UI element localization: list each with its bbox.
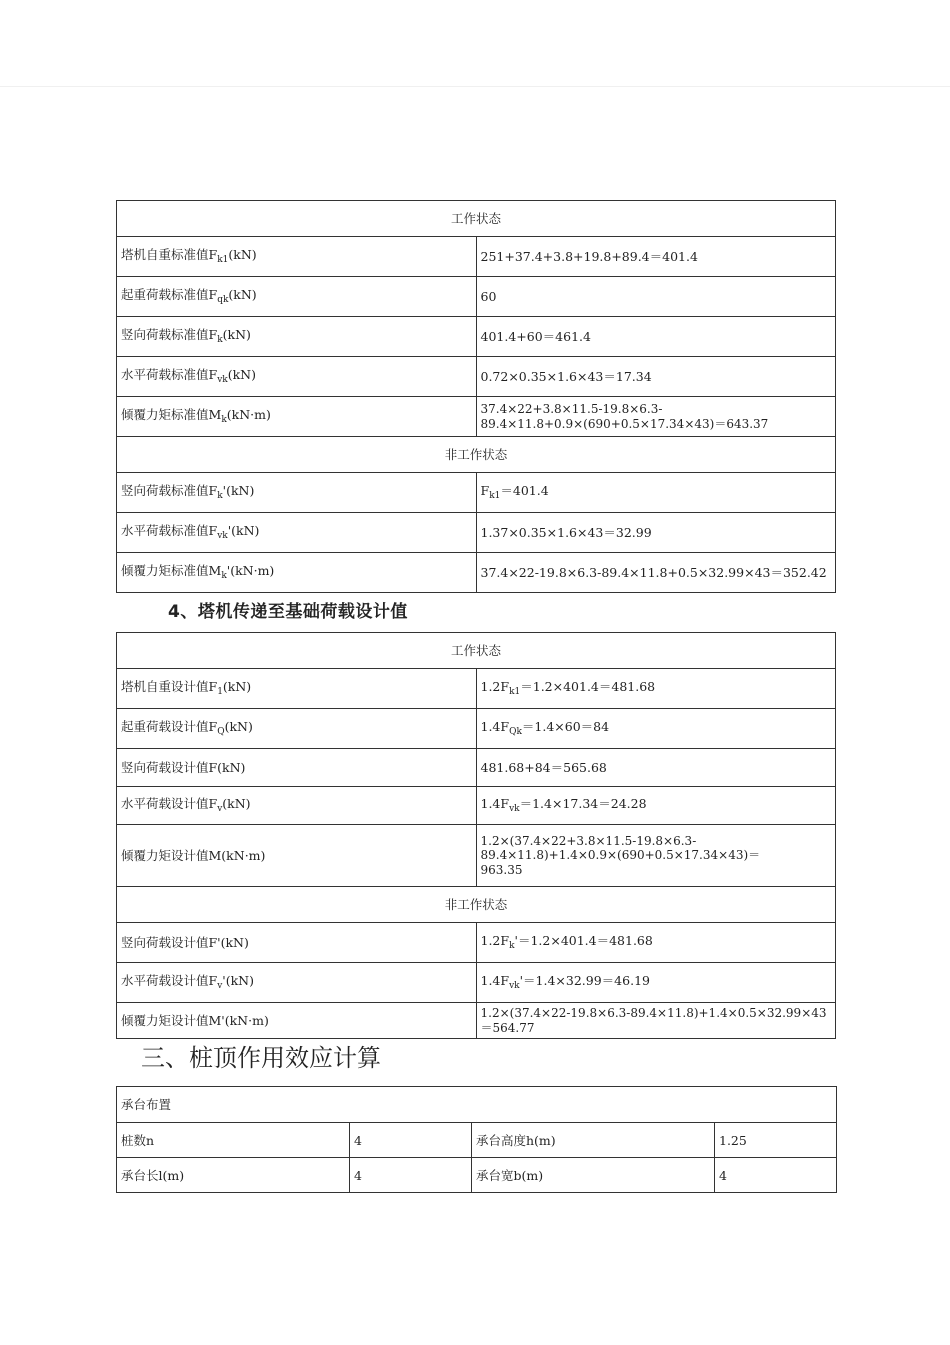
row-label: 倾覆力矩标准值$M_k'(kN\cdot m)$ [117, 553, 477, 593]
table-row [117, 1123, 837, 1158]
table-row [117, 513, 836, 553]
standard-load-table [116, 200, 836, 593]
table-row [117, 473, 836, 513]
moment-formula-line: 1.2×(37.4×22+3.8×11.5-19.8×6.3-89.4×11.8)+1.4×0.9×(690+0.5×17.34×43)＝ [480, 833, 761, 863]
table-row [117, 709, 836, 749]
row-label: 竖向荷载标准值$F_k'(kN)$ [117, 473, 477, 513]
table-row [117, 825, 836, 887]
section-3-title: 三、桩顶作用效应计算 [141, 1044, 381, 1072]
cell-label: 桩数n [117, 1123, 350, 1158]
row-value: 481.68+84＝565.68 [476, 749, 836, 787]
table-row [117, 277, 836, 317]
row-label: 起重荷载设计值$F_Q(kN)$ [117, 709, 477, 749]
table-row [117, 963, 836, 1003]
table-row [117, 357, 836, 397]
row-label: 倾覆力矩标准值$M_k(kN\cdot m)$ [117, 397, 477, 437]
table-row [117, 237, 836, 277]
row-label: 竖向荷载设计值F(kN) [117, 749, 477, 787]
cell-value: 1.25 [715, 1123, 837, 1158]
row-value: $1.4F_{Qk}=1.4\times 60=84$ [476, 709, 836, 749]
row-label: 倾覆力矩设计值M(kN·m) [117, 825, 477, 887]
row-value: 60 [476, 277, 836, 317]
design-load-table [116, 632, 836, 1039]
row-value: $F_{k1}=401.4$ [476, 473, 836, 513]
row-label: 水平荷载设计值$F_v(kN)$ [117, 787, 477, 825]
row-label: 倾覆力矩设计值M'(kN·m) [117, 1003, 477, 1039]
cell-label: 承台高度h(m) [472, 1123, 715, 1158]
cap-table-header: 承台布置 [117, 1087, 837, 1123]
row-value: 251+37.4+3.8+19.8+89.4＝401.4 [476, 237, 836, 277]
cap-layout-table [116, 1086, 837, 1193]
row-value: $1.2F_k'=1.2\times 401.4=481.68$ [476, 923, 836, 963]
table-row [117, 787, 836, 825]
cell-value: 4 [350, 1123, 472, 1158]
table-header-nonworking: 非工作状态 [117, 437, 836, 473]
row-label: 竖向荷载标准值$F_k(kN)$ [117, 317, 477, 357]
moment-result-line: 963.35 [480, 862, 523, 877]
table-row [117, 1003, 836, 1039]
table-row [117, 317, 836, 357]
row-value: 37.4×22+3.8×11.5-19.8×6.3-89.4×11.8+0.9×(690+0.5×17.34×43)＝643.37 [476, 397, 836, 437]
cell-value: 4 [350, 1158, 472, 1193]
row-label: 水平荷载标准值$F_{vk}(kN)$ [117, 357, 477, 397]
section-4-title: 4、塔机传递至基础荷载设计值 [168, 602, 408, 622]
row-value: 0.72×0.35×1.6×43＝17.34 [476, 357, 836, 397]
cell-value: 4 [715, 1158, 837, 1193]
row-label: 竖向荷载设计值F'(kN) [117, 923, 477, 963]
page-top-rule [0, 86, 950, 87]
row-value: $1.2F_{k1}=1.2\times 401.4=481.68$ [476, 669, 836, 709]
cell-label: 承台长l(m) [117, 1158, 350, 1193]
row-label: 起重荷载标准值$F_{qk}(kN)$ [117, 277, 477, 317]
row-label: 塔机自重设计值$F_1(kN)$ [117, 669, 477, 709]
table-header-working: 工作状态 [117, 201, 836, 237]
row-label: 水平荷载标准值$F_{vk}'(kN)$ [117, 513, 477, 553]
table-row [117, 923, 836, 963]
table-row [117, 553, 836, 593]
cell-label: 承台宽b(m) [472, 1158, 715, 1193]
table-row [117, 749, 836, 787]
row-label: 水平荷载设计值$F_v'(kN)$ [117, 963, 477, 1003]
table-header-working: 工作状态 [117, 633, 836, 669]
row-label: 塔机自重标准值$F_{k1}(kN)$ [117, 237, 477, 277]
table-row [117, 669, 836, 709]
table-header-nonworking: 非工作状态 [117, 887, 836, 923]
row-value: 37.4×22-19.8×6.3-89.4×11.8+0.5×32.99×43＝352.42 [476, 553, 836, 593]
row-value: 401.4+60＝461.4 [476, 317, 836, 357]
table-row [117, 1158, 837, 1193]
row-value: $1.4F_{vk}'=1.4\times 32.99=46.19$ [476, 963, 836, 1003]
table-row [117, 397, 836, 437]
row-value: 1.2×(37.4×22-19.8×6.3-89.4×11.8)+1.4×0.5×32.99×43＝564.77 [476, 1003, 836, 1039]
row-value: 1.37×0.35×1.6×43＝32.99 [476, 513, 836, 553]
row-value: $1.4F_{vk}=1.4\times 17.34=24.28$ [476, 787, 836, 825]
row-value [476, 825, 836, 887]
